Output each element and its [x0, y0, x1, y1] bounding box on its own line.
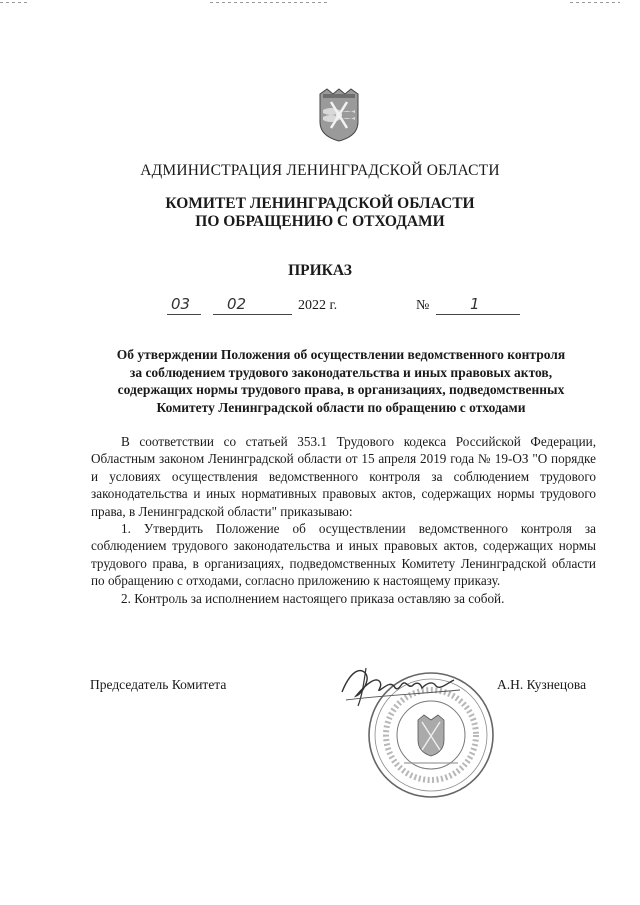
coat-of-arms-icon: [319, 88, 359, 142]
title-line: содержащих нормы трудового права, в организациях, подведомственных: [117, 382, 565, 397]
title-line: за соблюдением трудового законодательства и иных правовых актов,: [129, 364, 553, 380]
date-underline: [167, 314, 201, 315]
committee-name-line: ПО ОБРАЩЕНИЮ С ОТХОДАМИ: [195, 213, 445, 230]
scan-edge-rule: [0, 2, 28, 3]
order-month: 02: [227, 295, 247, 313]
administration-name: АДМИНИСТРАЦИЯ ЛЕНИНГРАДСКОЙ ОБЛАСТИ: [140, 162, 500, 179]
order-body: [91, 433, 596, 607]
order-number: 1: [470, 295, 480, 313]
title-line: Комитету Ленинградской области по обращению с отходами: [156, 399, 526, 415]
order-date-row: [0, 297, 640, 321]
scan-edge-rule: [210, 2, 330, 3]
committee-name: [0, 195, 640, 231]
order-item: 2. Контроль за исполнением настоящего приказа оставляю за собой.: [121, 590, 505, 606]
preamble-paragraph: В соответствии со статьей 353.1 Трудового кодекса Российской Федерации, Областным законом Ленинградской области от 15 апреля 2019 года № 19-ОЗ "О порядке и условиях осуществления ведомственного контроля за соблюдением трудового законодательства и иных нормативных правовых актов, содержащих нормы трудового права, в Ленинградской области" приказываю:: [91, 434, 596, 519]
title-line: Об утверждении Положения об осуществлении ведомственного контроля: [116, 347, 566, 362]
date-underline: [213, 314, 292, 315]
committee-name-line: КОМИТЕТ ЛЕНИНГРАДСКОЙ ОБЛАСТИ: [165, 195, 475, 212]
order-year: 2022 г.: [298, 298, 338, 313]
signatory-name: А.Н. Кузнецова: [497, 677, 587, 692]
number-underline: [436, 314, 520, 315]
order-day: 03: [171, 295, 191, 313]
scan-edge-rule: [570, 2, 620, 3]
handwritten-signature-icon: [336, 660, 466, 710]
order-item: 1. Утвердить Положение об осуществлении ведомственного контроля за соблюдением трудового законодательства и иных правовых актов, содержащих нормы трудового права, в организациях, подведомственных Комитету Ленинградской области по обращению с отходами, согласно приложению к настоящему приказу.: [91, 521, 596, 589]
order-heading: ПРИКАЗ: [288, 262, 352, 279]
signatory-position: Председатель Комитета: [90, 677, 227, 692]
order-title: [86, 346, 596, 416]
order-number-label: №: [416, 298, 430, 313]
